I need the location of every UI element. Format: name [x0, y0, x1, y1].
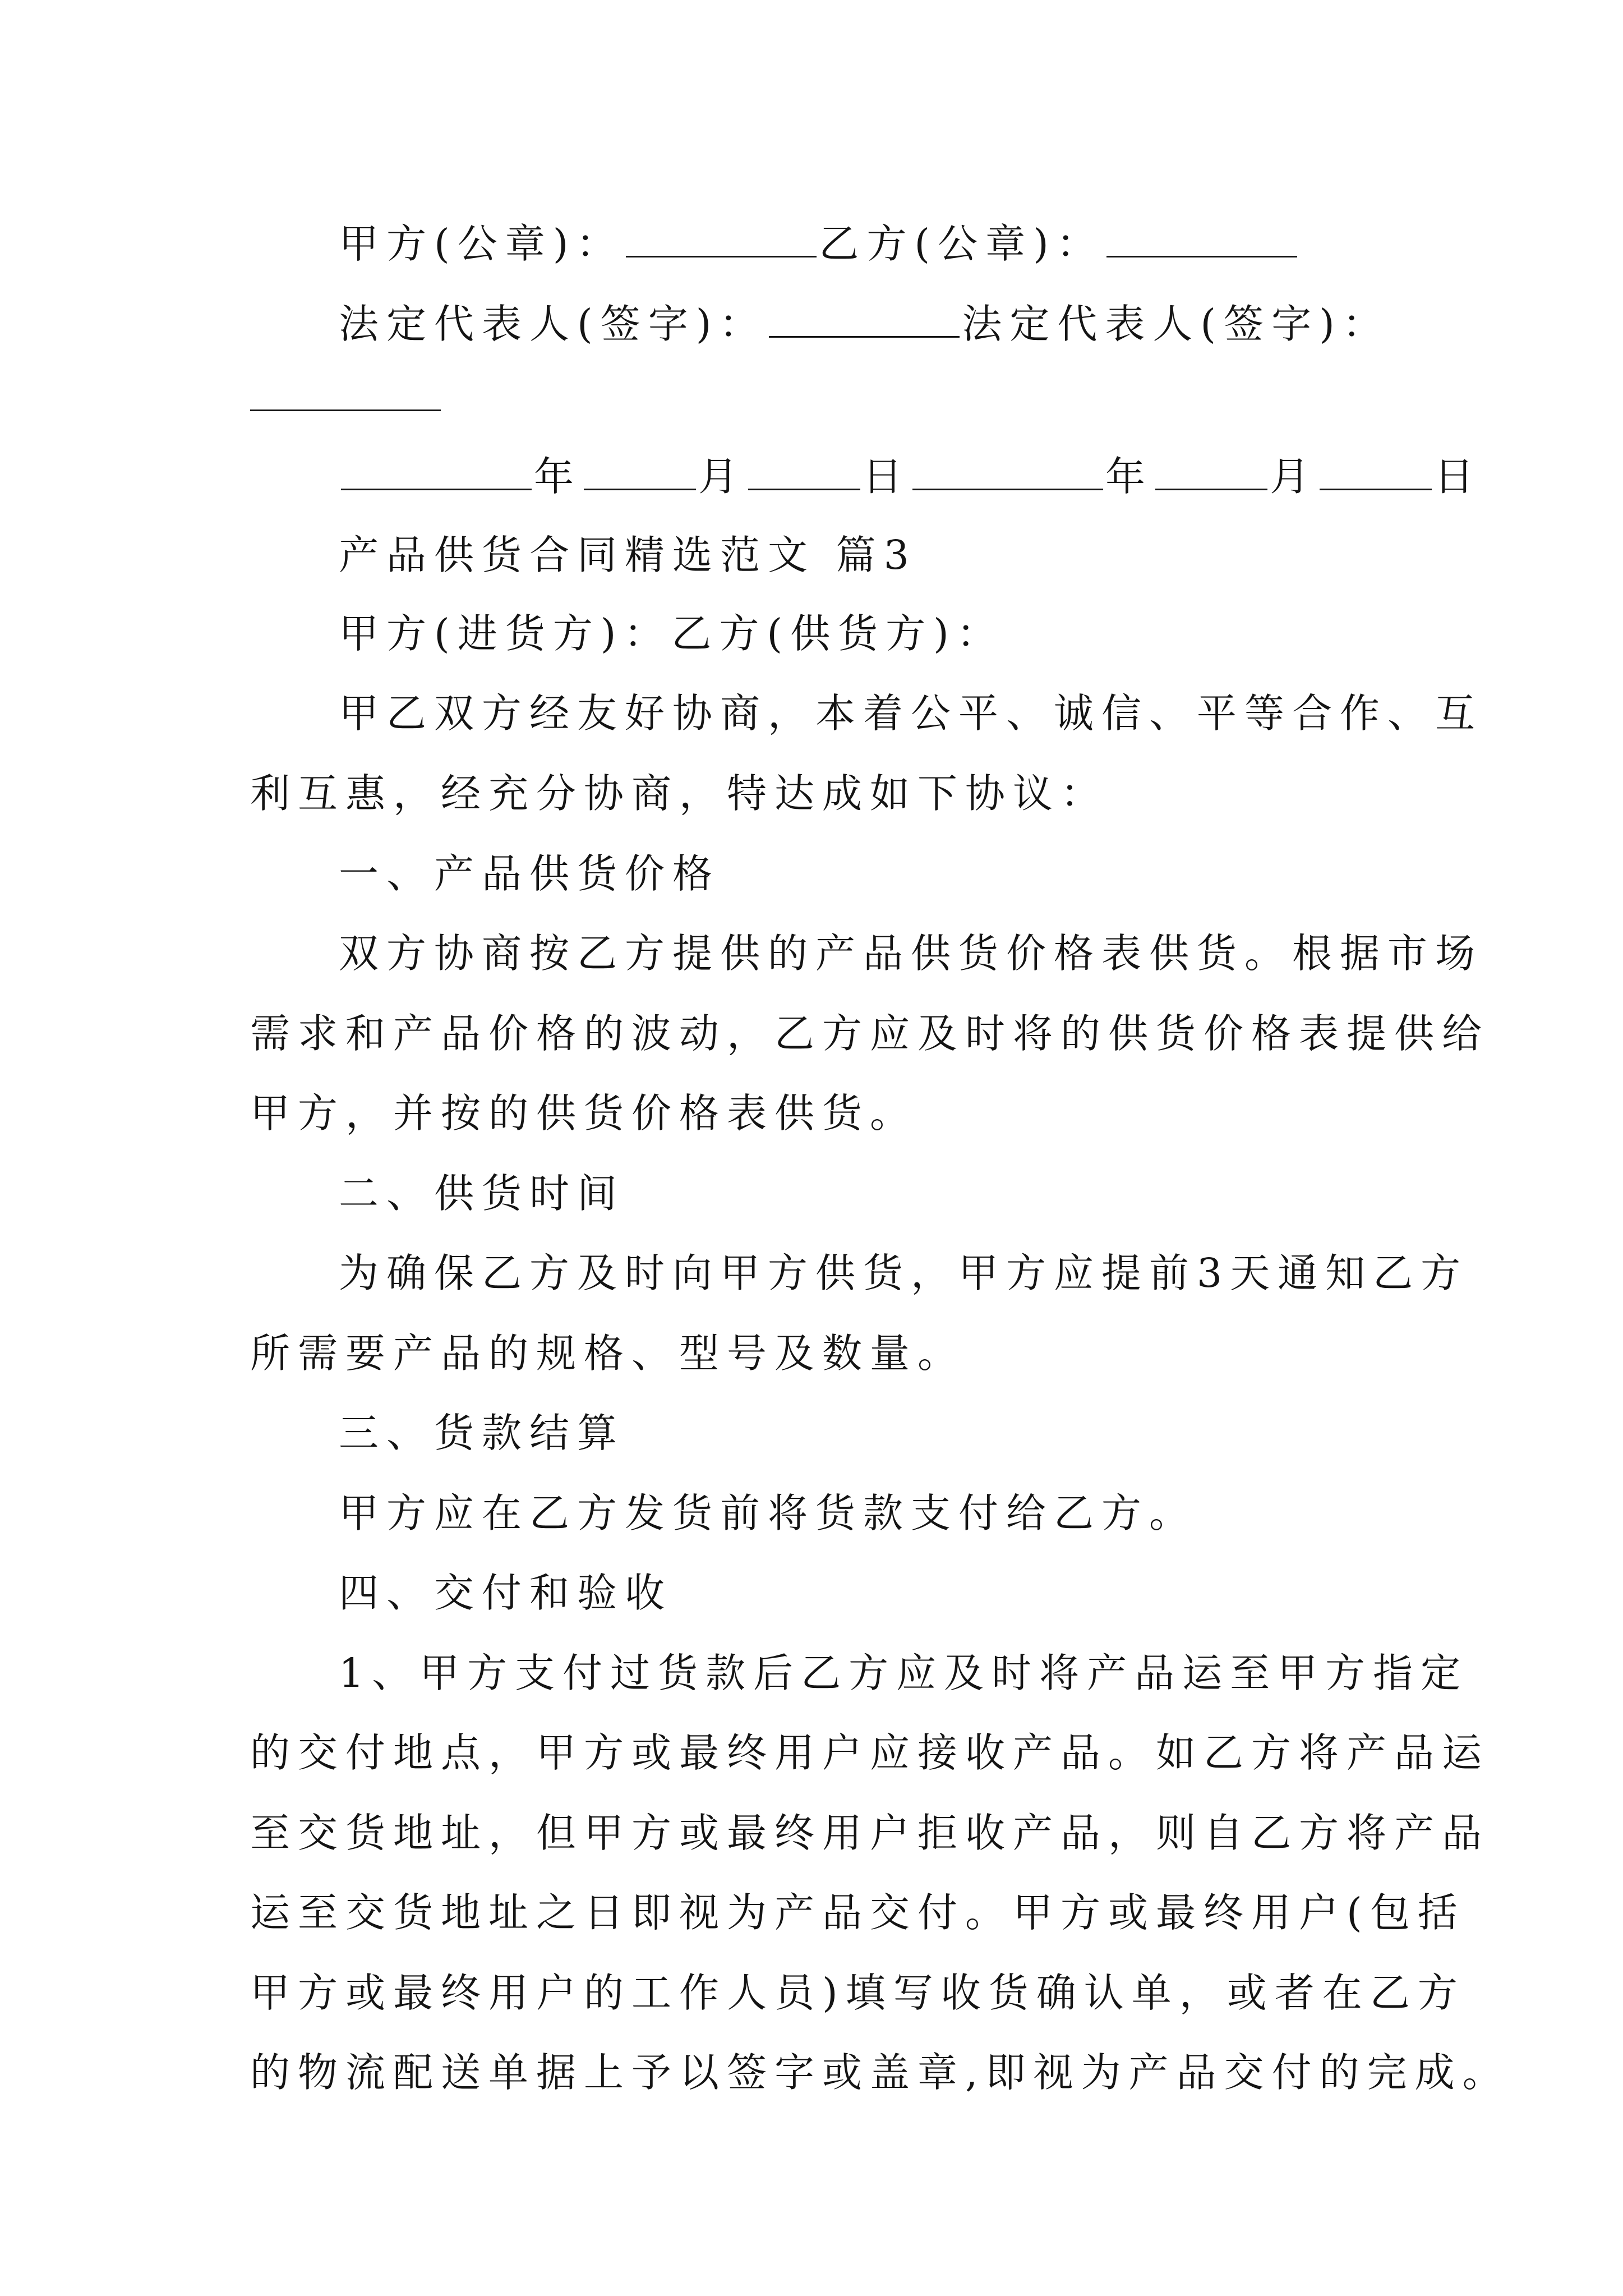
day-a-blank: [748, 454, 860, 490]
year-a-label: 年: [534, 453, 582, 500]
paragraph-line: 甲方或最终用户的工作人员)填写收货确认单，或者在乙方: [250, 1970, 1465, 2016]
month-b-label: 月: [1270, 453, 1318, 500]
year-b-blank: [912, 454, 1103, 490]
party-a-seal-label: 甲方(公章)：: [339, 220, 624, 267]
paragraph-line: 甲方应在乙方发货前将货款支付给乙方。: [339, 1490, 1197, 1536]
paragraph-line: 为确保乙方及时向甲方供货，甲方应提前3天通知乙方: [339, 1250, 1469, 1296]
paragraph-line: 甲方，并按的供货价格表供货。: [250, 1090, 918, 1137]
paragraph-line: 1、甲方支付过货款后乙方应及时将产品运至甲方指定: [339, 1650, 1469, 1696]
seal-line: [339, 216, 1299, 272]
paragraph-line: 甲乙双方经友好协商，本着公平、诚信、平等合作、互: [339, 690, 1483, 737]
month-b-blank: [1155, 454, 1267, 490]
paragraph-line: 需求和产品价格的波动，乙方应及时将的供货价格表提供给: [250, 1010, 1490, 1057]
paragraph-line: 所需要产品的规格、型号及数量。: [250, 1330, 966, 1377]
parties-line: 甲方(进货方)：乙方(供货方)：: [339, 610, 1004, 657]
paragraph-line: 运至交货地址之日即视为产品交付。甲方或最终用户(包括: [250, 1889, 1465, 1936]
legal-rep-b-blank: [250, 409, 441, 411]
paragraph-line: 的物流配送单据上予以签字或盖章,即视为产品交付的完成。: [250, 2049, 1510, 2096]
year-b-label: 年: [1105, 453, 1154, 500]
paragraph-line: 的交付地点，甲方或最终用户应接收产品。如乙方将产品运: [250, 1729, 1490, 1776]
clause-heading: 三、货款结算: [339, 1410, 625, 1456]
party-b-seal-label: 乙方(公章)：: [819, 220, 1104, 267]
paragraph-line: 至交货地址，但甲方或最终用户拒收产品，则自乙方将产品: [250, 1810, 1490, 1856]
day-b-blank: [1320, 454, 1432, 490]
month-a-label: 月: [698, 453, 746, 500]
party-b-seal-blank: [1106, 221, 1297, 257]
date-line: [339, 449, 1482, 505]
clause-heading: 四、交付和验收: [339, 1570, 673, 1616]
legal-rep-a-label: 法定代表人(签字)：: [339, 301, 767, 347]
year-a-blank: [341, 454, 532, 490]
day-b-label: 日: [1434, 453, 1482, 500]
legal-rep-b-label: 法定代表人(签字)：: [962, 301, 1390, 347]
day-a-label: 日: [863, 453, 911, 500]
paragraph-line: 双方协商按乙方提供的产品供货价格表供货。根据市场: [339, 930, 1483, 977]
clause-heading: 二、供货时间: [339, 1170, 625, 1217]
paragraph-line: 利互惠，经充分协商，特达成如下协议：: [250, 770, 1109, 817]
section-title: 产品供货合同精选范文 篇3: [339, 532, 917, 578]
party-a-seal-blank: [626, 221, 817, 257]
month-a-blank: [584, 454, 696, 490]
legal-rep-a-blank: [769, 301, 960, 338]
legal-rep-line: [339, 296, 1390, 352]
clause-heading: 一、产品供货价格: [339, 850, 721, 897]
